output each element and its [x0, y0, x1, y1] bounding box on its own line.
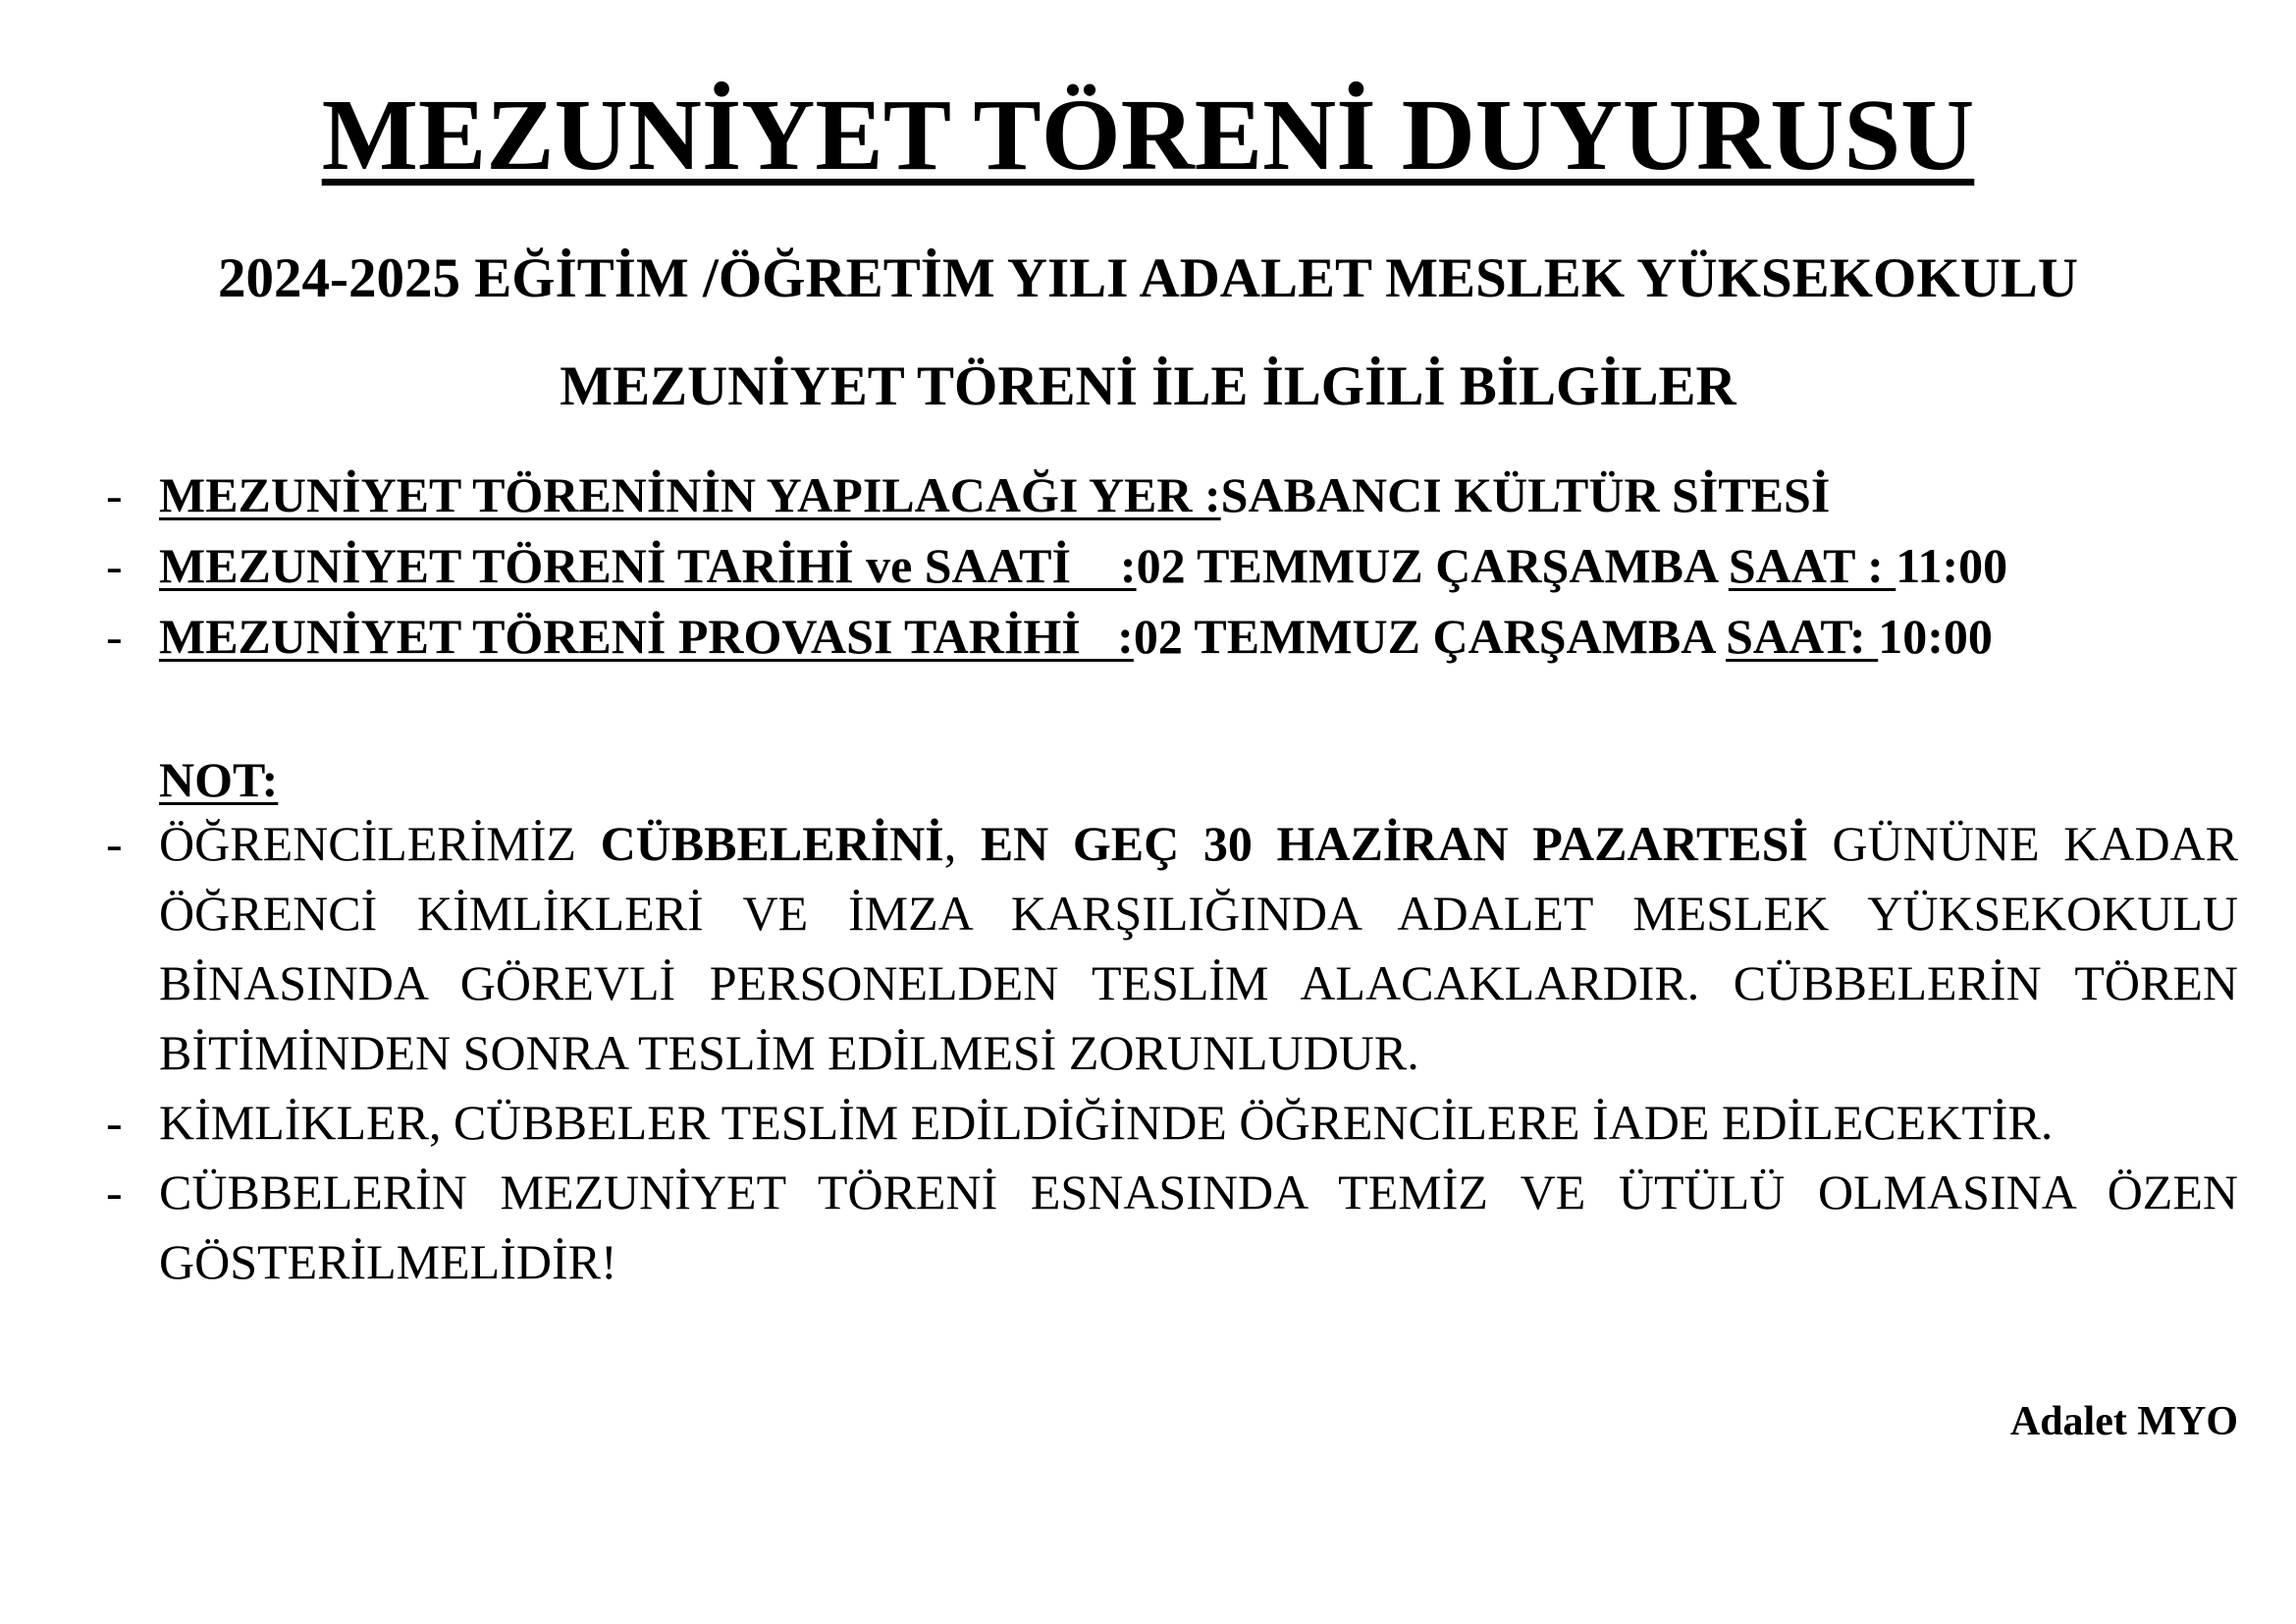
- ceremony-date-value: 02 TEMMUZ ÇARŞAMBA: [1136, 538, 1729, 593]
- bullet-dash: -: [106, 538, 123, 593]
- announcement-title: [0, 77, 2296, 194]
- rehearsal-time-label: SAAT:: [1726, 609, 1879, 664]
- info-row-place: [106, 460, 2246, 530]
- ceremony-info-subtitle: MEZUNİYET TÖRENİ İLE İLGİLİ BİLGİLER: [560, 355, 1736, 417]
- note-item-gown-pickup: [106, 809, 2238, 1088]
- info-row-ceremony: [106, 530, 2246, 601]
- note-text: [159, 809, 2238, 1088]
- ceremony-info-list: [106, 460, 2246, 672]
- note-item-gown-care: [106, 1158, 2238, 1297]
- note-text-part: ÖĞRENCİLERİMİZ: [159, 816, 601, 871]
- bullet-dash: -: [106, 1095, 123, 1150]
- note-text: KİMLİKLER, CÜBBELER TESLİM EDİLDİĞİNDE ÖĞRENCİLERE İADE EDİLECEKTİR.: [159, 1095, 2054, 1150]
- ceremony-time-value: 11:00: [1896, 538, 2008, 593]
- place-value: SABANCI KÜLTÜR SİTESİ: [1220, 467, 1831, 522]
- ceremony-date-label: MEZUNİYET TÖRENİ TARİHİ ve SAATİ :: [159, 538, 1137, 593]
- place-label: MEZUNİYET TÖRENİNİN YAPILACAĞI YER :: [159, 467, 1221, 522]
- announcement-title-text: MEZUNİYET TÖRENİ DUYURUSU: [321, 79, 1975, 191]
- note-item-id-return: [106, 1088, 2238, 1158]
- rehearsal-date-label: MEZUNİYET TÖRENİ PROVASI TARİHİ :: [159, 609, 1134, 664]
- note-bold-gowns: CÜBBELERİNİ: [600, 816, 944, 871]
- bullet-dash: -: [106, 467, 123, 522]
- signature: Adalet MYO: [2009, 1399, 2238, 1444]
- bullet-dash: -: [106, 1164, 123, 1219]
- note-bold-deadline: EN GEÇ 30 HAZİRAN PAZARTESİ: [980, 816, 1808, 871]
- bullet-dash: -: [106, 609, 123, 664]
- rehearsal-date-value: 02 TEMMUZ ÇARŞAMBA: [1133, 609, 1727, 664]
- rehearsal-time-value: 10:00: [1878, 609, 1993, 664]
- bullet-dash: -: [106, 816, 123, 871]
- info-row-rehearsal: [106, 601, 2246, 672]
- note-text-part: ,: [943, 816, 981, 871]
- ceremony-time-label: SAAT :: [1728, 538, 1896, 593]
- note-list: [106, 809, 2238, 1297]
- note-heading: NOT:: [159, 752, 279, 807]
- note-text: CÜBBELERİN MEZUNİYET TÖRENİ ESNASINDA TEMİZ VE ÜTÜLÜ OLMASINA ÖZEN GÖSTERİLMELİDİR!: [159, 1164, 2238, 1289]
- note-text-part: GÜNÜNE KADAR ÖĞRENCİ KİMLİKLERİ VE İMZA KARŞILIĞINDA ADALET MESLEK YÜKSEKOKULU BİNASINDA GÖREVLİ PERSONELDEN TESLİM ALACAKLARDIR. CÜBBELERİN TÖREN BİTİMİNDEN SONRA TESLİM EDİLMESİ ZORUNLUDUR.: [159, 816, 2239, 1080]
- academic-year-subtitle: 2024-2025 EĞİTİM /ÖĞRETİM YILI ADALET MESLEK YÜKSEKOKULU: [217, 247, 2079, 309]
